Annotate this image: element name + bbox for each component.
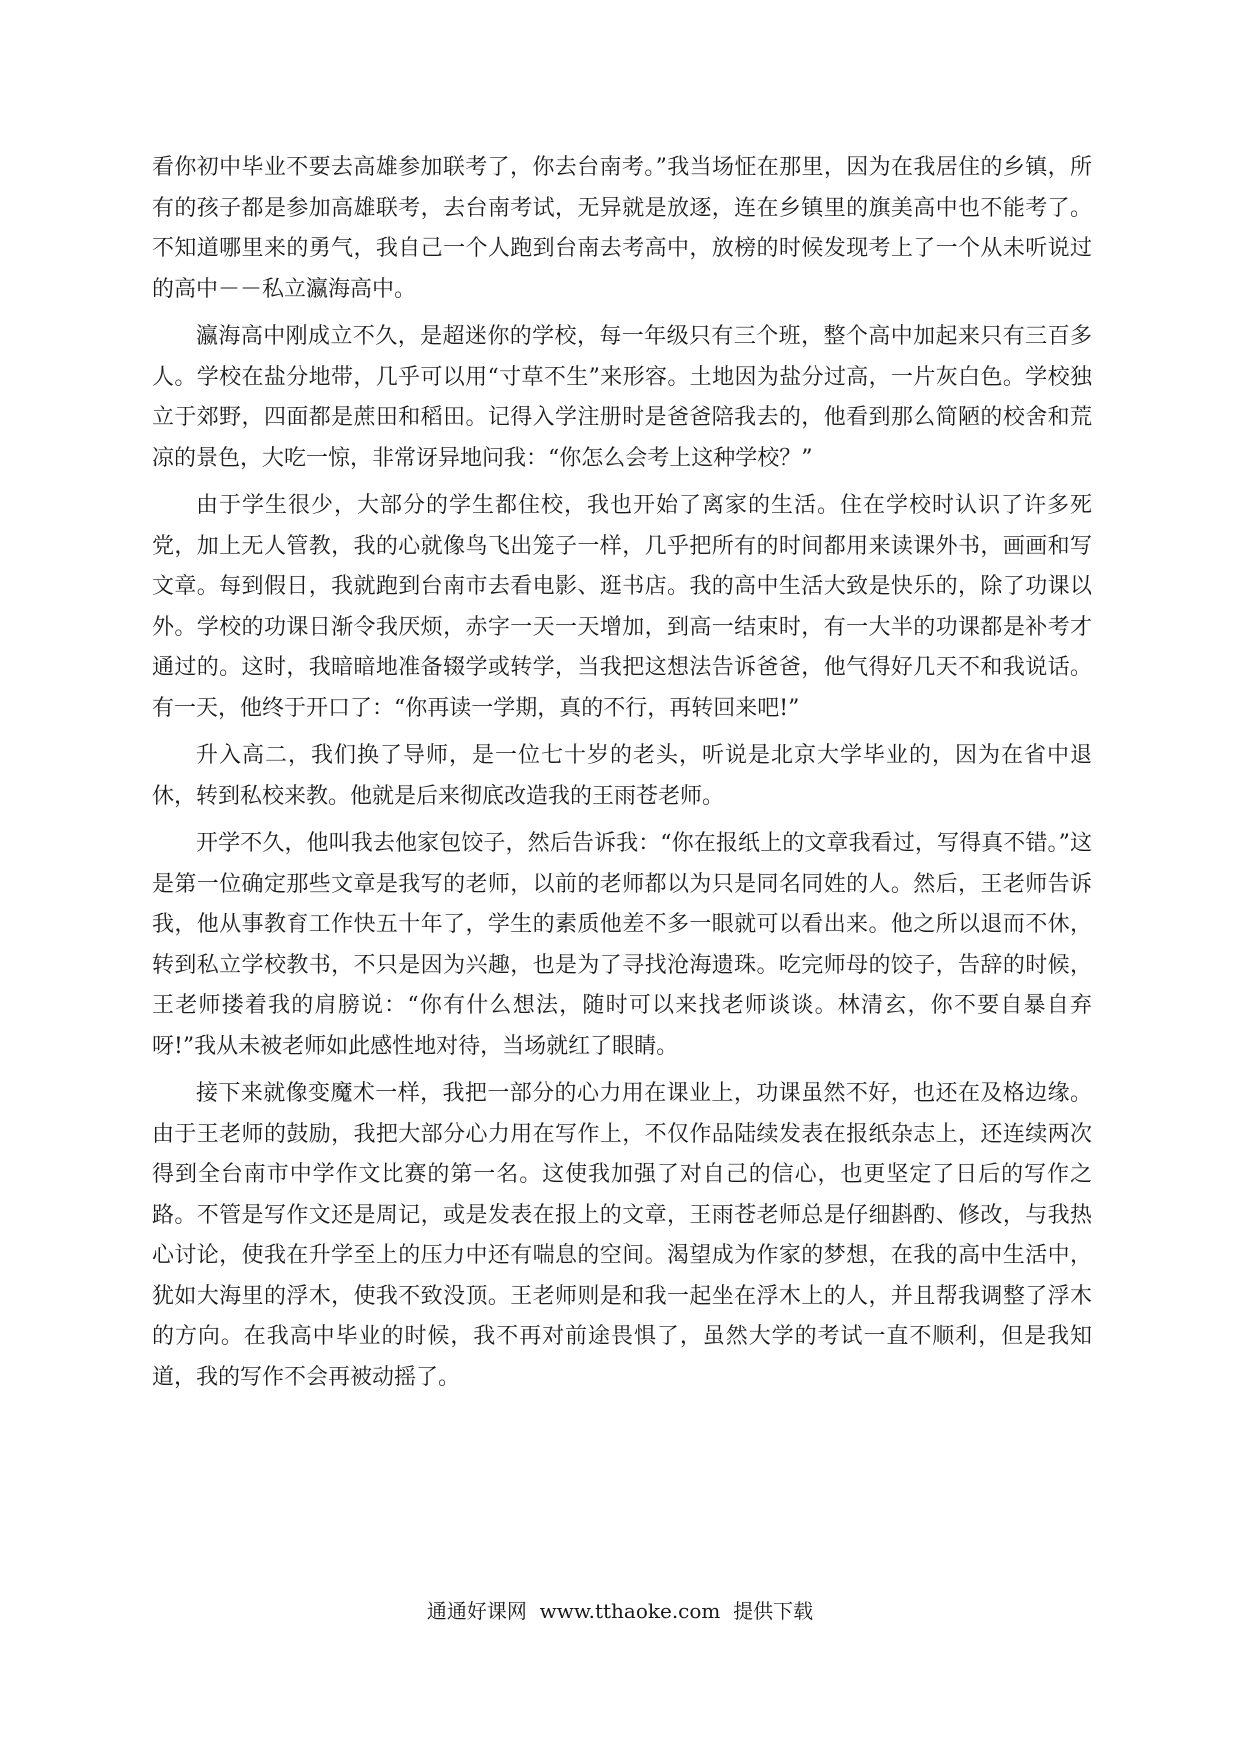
paragraph-3: 由于学生很少，大部分的学生都住校，我也开始了离家的生活。住在学校时认识了许多死党，加上无人管教，我的心就像鸟飞出笼子一样，几乎把所有的时间都用来读课外书，画画和写文章。每到假日，我就跑到台南市去看电影、逛书店。我的高中生活大致是快乐的，除了功课以外。学校的功课日渐令我厌烦，赤字一天一天增加，到高一结束时，有一大半的功课都是补考才通过的。这时，我暗暗地准备辍学或转学，当我把这想法告诉爸爸，他气得好几天不和我说话。有一天，他终于开口了：“你再读一学期，真的不行，再转回来吧!” (152, 493, 1092, 721)
paragraph-4: 升入高二，我们换了导师，是一位七十岁的老头，听说是北京大学毕业的，因为在省中退休，转到私校来教。他就是后来彻底改造我的王雨苍老师。 (152, 743, 1092, 809)
document-body (152, 148, 1092, 1405)
paragraph-1: 看你初中毕业不要去高雄参加联考了，你去台南考。”我当场怔在那里，因为在我居住的乡镇，所有的孩子都是参加高雄联考，去台南考试，无异就是放逐，连在乡镇里的旗美高中也不能考了。不知道哪里来的勇气，我自己一个人跑到台南去考高中，放榜的时候发现考上了一个从未听说过的高中－－私立瀛海高中。 (152, 155, 1092, 302)
paragraph-6: 接下来就像变魔术一样，我把一部分的心力用在课业上，功课虽然不好，也还在及格边缘。由于王老师的鼓励，我把大部分心力用在写作上，不仅作品陆续发表在报纸杂志上，还连续两次得到全台南市中学作文比赛的第一名。这使我加强了对自己的信心，也更坚定了日后的写作之路。不管是写作文还是周记，或是发表在报上的文章，王雨苍老师总是仔细斟酌、修改，与我热心讨论，使我在升学至上的压力中还有喘息的空间。渴望成为作家的梦想，在我的高中生活中，犹如大海里的浮木，使我不致没顶。王老师则是和我一起坐在浮木上的人，并且帮我调整了浮木的方向。在我高中毕业的时候，我不再对前途畏惧了，虽然大学的考试一直不顺利，但是我知道，我的写作不会再被动摇了。 (152, 1081, 1092, 1390)
paragraph-2: 瀛海高中刚成立不久，是超迷你的学校，每一年级只有三个班，整个高中加起来只有三百多人。学校在盐分地带，几乎可以用“寸草不生”来形容。土地因为盐分过高，一片灰白色。学校独立于郊野，四面都是蔗田和稻田。记得入学注册时是爸爸陪我去的，他看到那么简陋的校舍和荒凉的景色，大吃一惊，非常讶异地问我：“你怎么会考上这种学校？” (152, 324, 1092, 471)
paragraph-5: 开学不久，他叫我去他家包饺子，然后告诉我：“你在报纸上的文章我看过，写得真不错。”这是第一位确定那些文章是我写的老师，以前的老师都以为只是同名同姓的人。然后，王老师告诉我，他从事教育工作快五十年了，学生的素质他差不多一眼就可以看出来。他之所以退而不休，转到私立学校教书，不只是因为兴趣，也是为了寻找沧海遗珠。吃完师母的饺子，告辞的时候，王老师搂着我的肩膀说：“你有什么想法，随时可以来找老师谈谈。林清玄，你不要自暴自弃呀!”我从未被老师如此感性地对待，当场就红了眼睛。 (152, 831, 1092, 1059)
page-footer: 通通好课网 www.tthaoke.com 提供下载 (426, 1599, 814, 1623)
